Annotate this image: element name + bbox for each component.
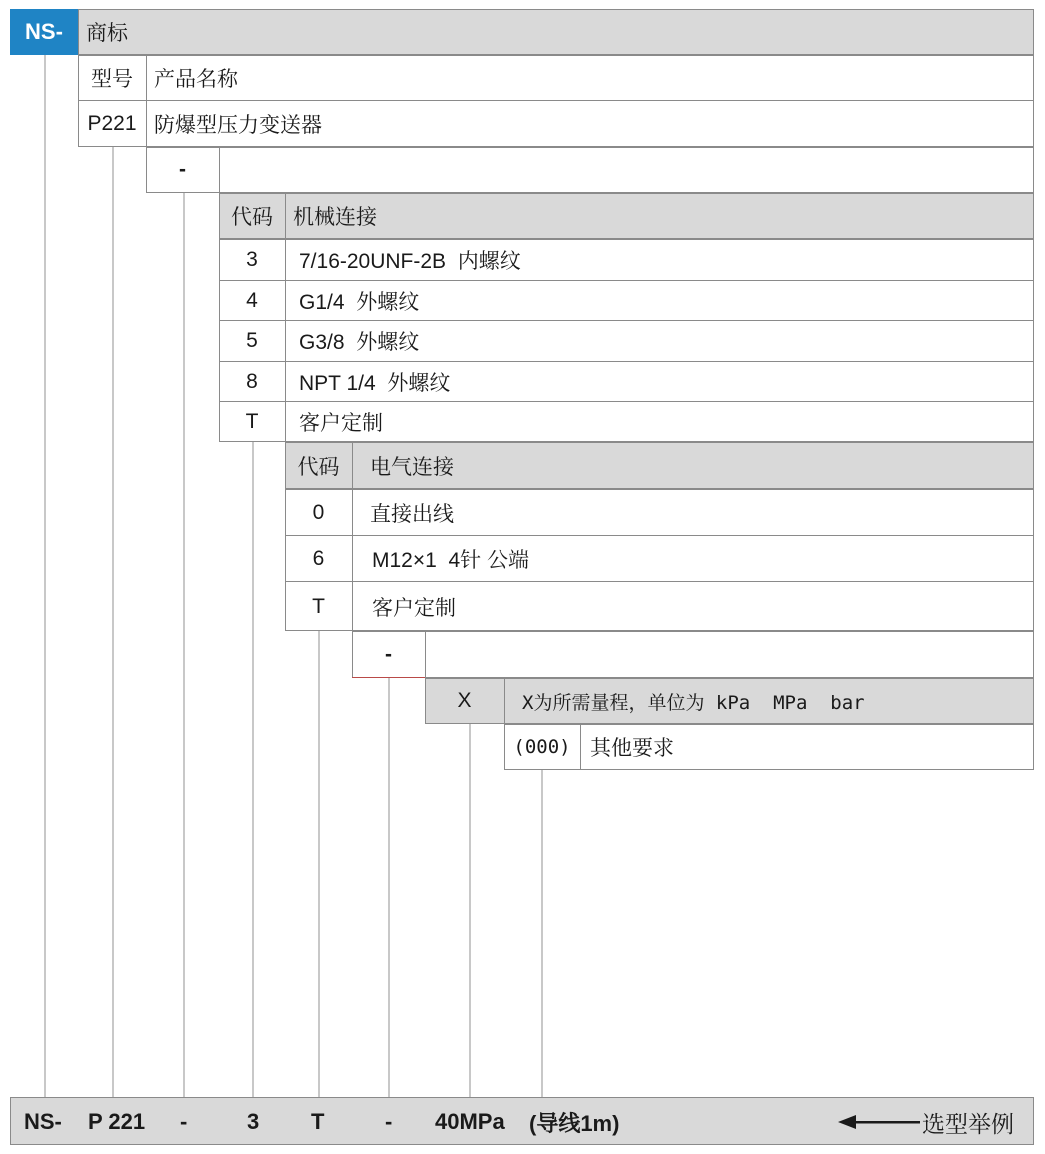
- electrical-desc: 客户定制: [372, 596, 456, 620]
- mechanical-desc: G3/8 外螺纹: [299, 331, 420, 354]
- mechanical-code: T: [245, 410, 259, 433]
- separator-1-divider: [219, 147, 220, 193]
- separator-2-divider: [425, 631, 426, 678]
- other-code: (000): [513, 736, 571, 758]
- mechanical-title: 机械连接: [293, 206, 377, 229]
- brand-label: 商标: [86, 22, 128, 45]
- connector-line-mechanical: [252, 442, 254, 1097]
- example-range: 40MPa: [435, 1109, 505, 1134]
- mechanical-desc: G1/4 外螺纹: [299, 290, 420, 314]
- separator-box-1: [146, 147, 1034, 193]
- arrow-left-icon: [838, 1114, 920, 1130]
- electrical-desc: 直接出线: [370, 502, 454, 526]
- model-code: P221: [87, 112, 137, 135]
- model-col1-header: 型号: [91, 67, 133, 91]
- mechanical-desc: 7/16-20UNF-2B 内螺纹: [299, 250, 521, 273]
- example-bar: [10, 1097, 1034, 1145]
- separator-box-2: [352, 631, 1034, 678]
- mechanical-code-header: 代码: [231, 206, 273, 229]
- example-prefix: NS-: [24, 1109, 62, 1134]
- connector-line-model: [112, 147, 114, 1097]
- example-lead-note: (导线1m): [529, 1110, 620, 1136]
- example-label: 选型举例: [922, 1110, 1014, 1137]
- connector-line-other: [541, 770, 543, 1097]
- example-model: P 221: [88, 1109, 146, 1134]
- model-col2-header: 产品名称: [154, 67, 238, 91]
- separator-1: -: [179, 158, 186, 181]
- electrical-code: 6: [312, 546, 325, 570]
- mechanical-desc: NPT 1/4 外螺纹: [299, 371, 451, 395]
- prefix-badge: [10, 9, 78, 55]
- electrical-code: T: [312, 594, 325, 618]
- separator-2-underline: [352, 677, 425, 678]
- example-electrical-code: T: [311, 1109, 325, 1134]
- mechanical-code: 4: [246, 288, 258, 312]
- electrical-code: 0: [312, 500, 325, 524]
- model-name: 防爆型压力变送器: [154, 114, 322, 137]
- electrical-title: 电气连接: [370, 455, 454, 479]
- mechanical-code: 3: [246, 248, 258, 271]
- example-separator-2: -: [385, 1109, 393, 1134]
- other-desc: 其他要求: [590, 737, 674, 760]
- electrical-code-header: 代码: [297, 455, 340, 479]
- mechanical-desc: 客户定制: [299, 412, 383, 435]
- connector-line-sep1: [183, 193, 185, 1097]
- prefix-label: NS-: [25, 19, 63, 44]
- example-separator-1: -: [180, 1109, 188, 1134]
- connector-line-sep2: [388, 678, 390, 1097]
- connector-line-brand: [44, 55, 46, 1097]
- mechanical-code: 5: [246, 329, 258, 352]
- connector-line-range: [469, 724, 471, 1097]
- mechanical-code: 8: [246, 369, 258, 393]
- connector-line-electrical: [318, 631, 320, 1097]
- range-desc: X为所需量程，单位为 kPa MPa bar: [522, 691, 865, 714]
- electrical-desc: M12×1 4针 公端: [372, 548, 529, 572]
- example-mechanical-code: 3: [247, 1109, 260, 1134]
- separator-2: -: [385, 642, 392, 666]
- range-code: X: [457, 689, 472, 712]
